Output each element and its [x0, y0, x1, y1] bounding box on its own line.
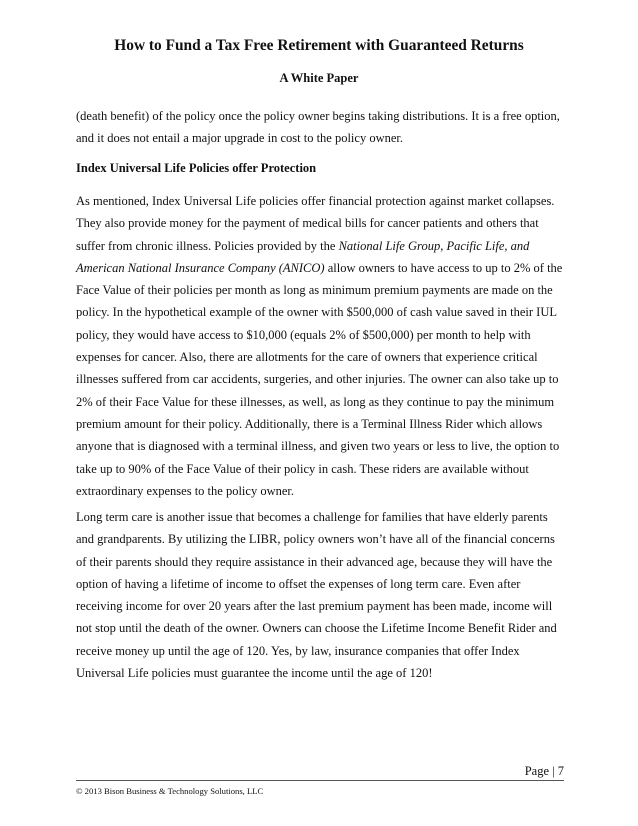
paragraph-line: premium amount for their policy. Additionally, there is a Terminal Illness Rider which allows [76, 416, 543, 431]
paragraph-2 [76, 190, 576, 502]
paragraph-line: expenses for cancer. Also, there are allotments for the care of owners that experience critical [76, 350, 538, 365]
page-number: Page | 7 [524, 764, 564, 778]
paragraph-line: option of having a lifetime of income to offset the expenses of long term care. Even after [76, 576, 521, 591]
paragraph-line: As mentioned, Index Universal Life policies offer financial protection against market collapses. [76, 194, 555, 208]
paragraph-line: illnesses suffered from car accidents, surgeries, and other injuries. The owner can also take up to [76, 372, 559, 387]
paragraph-line: policy. In the hypothetical example of the owner with $500,000 of cash value saved in their IUL [76, 305, 557, 320]
company-names-italic: National Life Group, Pacific Life, and [338, 238, 530, 253]
company-names-italic: American National Insurance Company (ANICO) [76, 260, 325, 275]
document-subtitle: A White Paper [279, 71, 359, 85]
paragraph-line: Face Value of their policies per month as long as minimum premium payments are made on the [76, 283, 553, 298]
paragraph-line: Long term care is another issue that becomes a challenge for families that have elderly parents [76, 510, 548, 524]
paragraph-line: and it does not entail a major upgrade in cost to the policy owner. [76, 131, 404, 146]
line-text: suffer from chronic illness. Policies provided by the [76, 238, 339, 253]
paragraph-line: receive money up until the age of 120. Yes, by law, insurance companies that offer Index [76, 643, 520, 658]
paragraph-line [76, 235, 576, 257]
paragraph-line: of their parents should they require assistance in their advanced age, because they will have the [76, 554, 553, 569]
document-title: How to Fund a Tax Free Retirement with Guaranteed Returns [114, 37, 524, 54]
paragraph-line: They also provide money for the payment of medical bills for cancer patients and others that [76, 216, 539, 231]
paragraph-line: not stop until the death of the owner. Owners can choose the Lifetime Income Benefit Rider and [76, 621, 557, 636]
paragraph-line: extraordinary expenses to the policy owner. [76, 483, 294, 498]
paragraph-3 [76, 506, 576, 684]
paragraph-line: Universal Life policies must guarantee the income until the age of 120! [76, 666, 433, 681]
paragraph-line: (death benefit) of the policy once the policy owner begins taking distributions. It is a free option, [76, 109, 560, 123]
paragraph-line: policy, they would have access to $10,000 (equals 2% of $500,000) per month to help with [76, 327, 531, 342]
paragraph-line: anyone that is diagnosed with a terminal illness, and given two years or less to live, the option to [76, 439, 560, 454]
section-heading: Index Universal Life Policies offer Protection [76, 161, 317, 175]
paragraph-line: receiving income for over 20 years after the last premium payment has been made, income will [76, 599, 553, 614]
paragraph-line: take up to 90% of the Face Value of their policy in cash. These riders are available without [76, 461, 529, 476]
line-text: allow owners to have access to up to 2% of the [324, 260, 563, 275]
paragraph-line: 2% of their Face Value for these illnesses, as well, as long as they continue to pay the minimum [76, 394, 555, 409]
copyright-notice: © 2013 Bison Business & Technology Solutions, LLC [76, 786, 264, 796]
footer-divider [76, 780, 564, 781]
paragraph-1 [76, 105, 576, 150]
paragraph-line [76, 257, 576, 279]
paragraph-line: and grandparents. By utilizing the LIBR, policy owners won’t have all of the financial concerns [76, 532, 555, 547]
